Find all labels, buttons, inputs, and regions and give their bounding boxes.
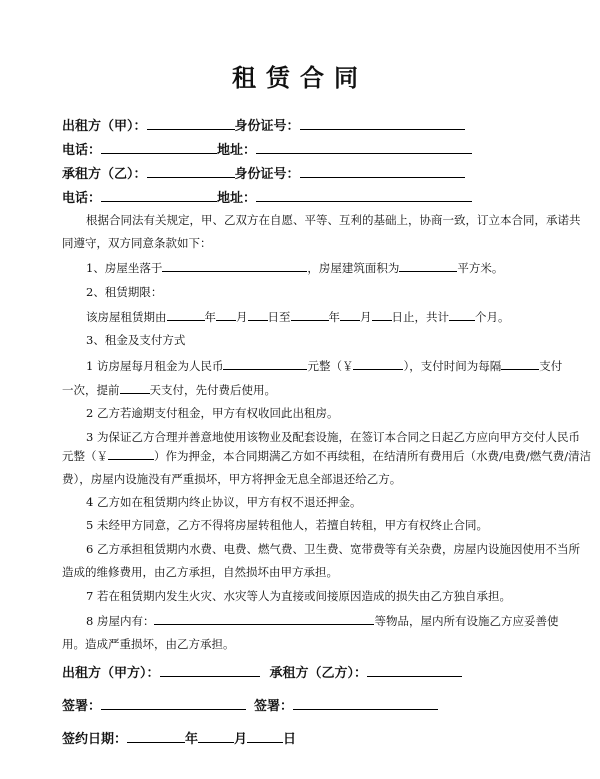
items-text-b: 等物品，屋内所有设施乙方应妥善使	[374, 614, 559, 628]
signature-b-field[interactable]	[293, 697, 438, 710]
party-a-phone-label: 电话：	[62, 143, 102, 158]
start-year-field[interactable]	[167, 308, 205, 321]
clause-3-p5: 5 未经甲方同意，乙方不得将房屋转租他人，若擅自转租，甲方有权终止合同。	[86, 518, 488, 532]
rent-text-d: 支付	[539, 359, 563, 373]
clause-3-p1	[86, 357, 562, 374]
clause-1-text-c: 平方米。	[457, 261, 504, 275]
signature-b-label: 签署：	[254, 699, 294, 714]
property-address-field[interactable]	[162, 259, 307, 272]
party-b-row	[62, 165, 465, 183]
end-day-field[interactable]	[372, 308, 392, 321]
sign-party-b-field[interactable]	[367, 664, 462, 677]
clause-1-text-b: ，房屋建筑面积为	[307, 261, 400, 275]
deposit-text-c: ）作为押金，本合同期满乙方如不再续租，在结清所有费用后（水费/电费/燃气费/清洁	[154, 449, 592, 463]
rent-text-f: 天支付，先付费后使用。	[149, 383, 276, 397]
months-field[interactable]	[449, 308, 475, 321]
party-a-label: 出租方（甲）：	[62, 119, 147, 134]
party-b-name-field[interactable]	[147, 165, 235, 178]
sign-month-field[interactable]	[198, 730, 234, 743]
year-label: 年	[328, 310, 340, 324]
party-b-id-field[interactable]	[300, 165, 465, 178]
party-a-address-field[interactable]	[256, 141, 472, 154]
clause-3-p3: 3 为保证乙方合理并善意地使用该物业及配套设施，在签订本合同之日起乙方应向甲方交付人民币	[86, 430, 580, 444]
party-b-address-label: 地址：	[217, 191, 257, 206]
party-b-contact-row	[62, 189, 472, 207]
party-a-id-field[interactable]	[300, 117, 465, 130]
end-year-field[interactable]	[291, 308, 329, 321]
clause-3-p3-cont	[62, 447, 591, 464]
month-label: 月	[236, 310, 248, 324]
signing-date-row	[62, 730, 296, 748]
signature-row	[62, 697, 438, 715]
party-a-address-label: 地址：	[217, 143, 257, 158]
intro-line-1: 根据合同法有关规定，甲、乙双方在自愿、平等、互利的基础上，协商一致，订立本合同，承诺共	[86, 213, 581, 227]
page-title: 租赁合同	[232, 64, 368, 92]
clause-1	[86, 259, 503, 276]
day-to-label: 日至	[267, 310, 291, 324]
area-field[interactable]	[399, 259, 457, 272]
year-label: 年	[204, 310, 216, 324]
clause-3-p1-cont	[62, 381, 276, 398]
sign-party-a-field[interactable]	[160, 664, 260, 677]
rent-number-field[interactable]	[353, 357, 403, 370]
total-label: 日止，共计	[391, 310, 449, 324]
start-day-field[interactable]	[248, 308, 268, 321]
party-b-id-label: 身份证号：	[234, 167, 300, 182]
rent-amount-field[interactable]	[223, 357, 307, 370]
months-label: 个月。	[475, 310, 510, 324]
party-a-name-field[interactable]	[147, 117, 235, 130]
clause-1-text-a: 1、房屋坐落于	[86, 261, 163, 275]
signing-date-label: 签约日期：	[62, 732, 128, 747]
clause-3-p7: 7 若在租赁期内发生火灾、水灾等人为直接或间接原因造成的损失由乙方独自承担。	[86, 589, 511, 603]
sign-day-field[interactable]	[247, 730, 283, 743]
term-text: 该房屋租赁期由	[86, 310, 167, 324]
clause-3-p8-cont: 用。造成严重损坏，由乙方承担。	[62, 637, 235, 651]
party-b-phone-field[interactable]	[101, 189, 217, 202]
sign-party-a-label: 出租方（甲方）：	[62, 666, 160, 681]
deposit-number-field[interactable]	[108, 447, 154, 460]
clause-3-p3-end: 费），房屋内设施没有严重损坏，甲方将押金无息全部退还给乙方。	[62, 472, 402, 486]
sign-party-b-label: 承租方（乙方）：	[269, 666, 368, 681]
party-b-address-field[interactable]	[256, 189, 472, 202]
clause-3-p6: 6 乙方承担租赁期内水费、电费、燃气费、卫生费、宽带费等有关杂费，房屋内设施因使用不当所	[86, 542, 580, 556]
rent-text-e: 一次，提前	[62, 383, 120, 397]
pay-interval-field[interactable]	[501, 357, 539, 370]
party-a-row	[62, 117, 465, 135]
deposit-text-b: 元整（￥	[62, 449, 108, 463]
party-a-phone-field[interactable]	[101, 141, 217, 154]
clause-2-heading: 2、租赁期限：	[86, 285, 163, 299]
month-label: 月	[360, 310, 372, 324]
signature-a-label: 签署：	[62, 699, 102, 714]
days-ahead-field[interactable]	[120, 381, 150, 394]
sign-year-label: 年	[185, 732, 199, 747]
signature-a-field[interactable]	[101, 697, 246, 710]
clause-3-p8	[86, 612, 558, 629]
party-a-id-label: 身份证号：	[234, 119, 300, 134]
end-month-field[interactable]	[340, 308, 360, 321]
party-b-label: 承租方（乙）：	[62, 167, 147, 182]
sign-month-label: 月	[234, 732, 248, 747]
items-text-a: 8 房屋内有：	[86, 614, 155, 628]
start-month-field[interactable]	[216, 308, 236, 321]
clause-3-p4: 4 乙方如在租赁期内终止协议，甲方有权不退还押金。	[86, 495, 362, 509]
sign-year-field[interactable]	[127, 730, 185, 743]
clause-3-p2: 2 乙方若逾期支付租金，甲方有权收回此出租房。	[86, 406, 339, 420]
clause-2-term	[86, 308, 510, 325]
clause-3-p6-cont: 造成的维修费用，由乙方承担，自然损坏由甲方承担。	[62, 565, 338, 579]
rent-text-b: 元整（￥	[307, 359, 354, 373]
intro-line-2: 同遵守，双方同意条款如下：	[62, 236, 212, 250]
party-b-phone-label: 电话：	[62, 191, 102, 206]
sign-day-label: 日	[283, 732, 297, 747]
party-a-contact-row	[62, 141, 472, 159]
signature-parties-row	[62, 664, 462, 682]
clause-3-heading: 3、租金及支付方式	[86, 333, 186, 347]
rent-text-a: 1 访房屋每月租金为人民币	[86, 359, 224, 373]
items-field[interactable]	[154, 612, 374, 625]
rent-text-c: ），支付时间为每隔	[403, 359, 502, 373]
